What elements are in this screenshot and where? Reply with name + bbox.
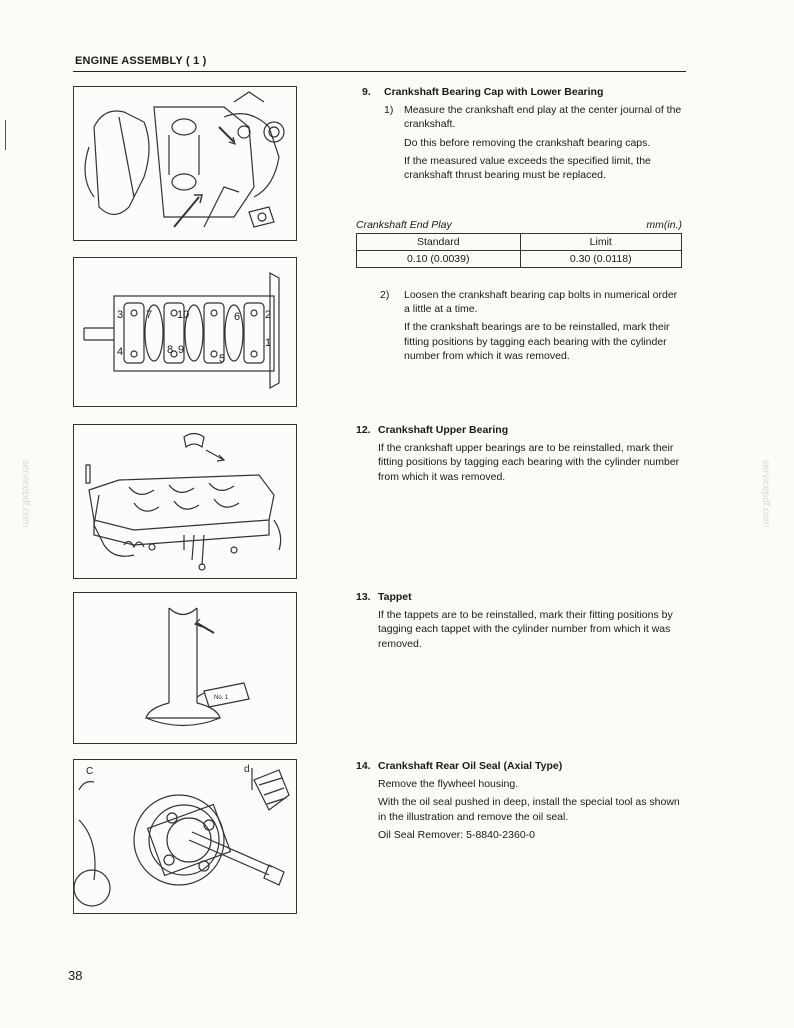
table-cell: 0.30 (0.0118) <box>520 251 682 268</box>
step-note: If the crankshaft bearings are to be reinstalled, mark their fitting positions by tagging each bearing with the cylinder number from which it was removed. <box>404 321 670 362</box>
bolt-number: 3 <box>117 309 124 321</box>
page-header: ENGINE ASSEMBLY ( 1 ) <box>75 55 207 67</box>
section-title <box>356 759 682 773</box>
watermark-right: servicepdf.com <box>760 460 771 528</box>
step-text: Loosen the crankshaft bearing cap bolts in numerical order a little at a time. <box>404 289 678 316</box>
end-play-illustration <box>74 87 296 240</box>
section-9 <box>362 85 684 182</box>
section-text: Remove the flywheel housing. <box>378 778 519 791</box>
step-note: If the measured value exceeds the specified limit, the crankshaft thrust bearing must be replaced. <box>404 154 651 182</box>
bolt-number: 10 <box>177 309 190 321</box>
figure-upper-bearing <box>73 424 297 579</box>
step-number: 1) <box>384 104 394 117</box>
bolt-number: 2 <box>265 309 272 321</box>
table-header-cell: Standard <box>357 234 521 251</box>
section-9-step-2 <box>362 288 684 363</box>
bolt-number: 7 <box>146 309 153 321</box>
tappet-tag-label: No. 1 <box>214 695 229 701</box>
figure-end-play-measurement <box>73 86 297 241</box>
step-number: 2) <box>380 289 390 301</box>
watermark-left: servicepdf.com <box>20 460 31 528</box>
tool-reference: Oil Seal Remover: 5-8840-2360-0 <box>378 828 535 841</box>
figure-corner-label: d <box>244 764 250 775</box>
figure-tappet <box>73 592 297 744</box>
tappet-illustration <box>74 593 296 743</box>
section-text: If the crankshaft upper bearings are to be reinstalled, mark their fitting positions by tagging each bearing with the cylinder number from which it was removed. <box>378 442 680 483</box>
bearing-cap-order-illustration <box>74 258 296 406</box>
step-text: Measure the crankshaft end play at the center journal of the crankshaft. <box>404 104 682 131</box>
table-caption <box>356 219 682 231</box>
margin-mark <box>5 120 6 150</box>
section-text: If the tappets are to be reinstalled, mark their fitting positions by tagging each tappet with the cylinder number from which it was removed. <box>378 609 673 650</box>
bolt-number: 1 <box>265 337 272 349</box>
bolt-number: 4 <box>117 346 124 358</box>
page-number: 38 <box>68 968 83 983</box>
section-12 <box>356 423 682 484</box>
upper-bearing-illustration <box>74 425 296 578</box>
bolt-number: 9 <box>178 344 185 356</box>
section-title-text: Crankshaft Rear Oil Seal (Axial Type) <box>378 760 563 772</box>
section-number: 9. <box>362 86 371 98</box>
step-note: Do this before removing the crankshaft bearing caps. <box>404 136 651 149</box>
section-title <box>356 590 682 604</box>
table-caption-text: Crankshaft End Play <box>356 219 452 231</box>
header-rule <box>73 71 686 72</box>
section-text: With the oil seal pushed in deep, install the special tool as shown in the illustration and remove the oil seal. <box>378 796 680 823</box>
table-row <box>357 251 682 268</box>
section-number: 12. <box>356 424 371 436</box>
section-title-text: Tappet <box>378 591 412 603</box>
section-14 <box>356 759 682 842</box>
section-title <box>362 85 684 99</box>
table-header-cell: Limit <box>520 234 682 251</box>
section-13 <box>356 590 682 651</box>
figure-bearing-cap-order <box>73 257 297 407</box>
bolt-number: 5 <box>219 353 226 365</box>
section-title <box>356 423 682 437</box>
bolt-number: 6 <box>234 311 241 323</box>
bolt-number: 8 <box>167 344 174 356</box>
end-play-table <box>356 233 682 268</box>
section-number: 14. <box>356 760 371 772</box>
figure-oil-seal-remover <box>73 759 297 914</box>
step-2 <box>362 288 684 316</box>
section-title-text: Crankshaft Upper Bearing <box>378 424 509 436</box>
section-number: 13. <box>356 591 371 603</box>
oil-seal-remover-illustration <box>74 760 296 913</box>
table-cell: 0.10 (0.0039) <box>357 251 521 268</box>
table-unit: mm(in.) <box>646 219 682 231</box>
table-header-row <box>357 234 682 251</box>
figure-corner-label: C <box>86 766 94 777</box>
step-1 <box>362 103 684 131</box>
section-title-text: Crankshaft Bearing Cap with Lower Bearing <box>384 86 604 98</box>
